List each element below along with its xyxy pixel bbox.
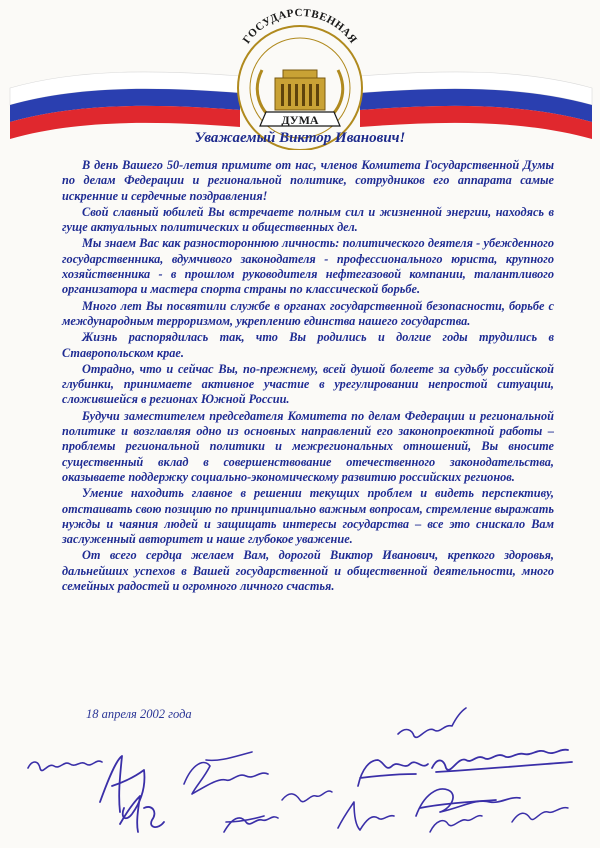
flag-right-icon [360, 72, 592, 139]
signature-5-icon [282, 791, 332, 802]
signature-7-icon [358, 760, 428, 786]
signature-12-icon [512, 808, 568, 822]
letter-date: 18 апреля 2002 года [86, 707, 192, 721]
signature-2-icon [100, 756, 164, 832]
paragraph: Будучи заместителем председателя Комитета по делам Федерации и региональной политике и возглавляя одно из основных направлений его законопроектной работы – проблемы региональной политики и межрегиональных отношений, Вы вносите существенный вклад в совершенствование отечественного законодательства, оказываете поддержку социально-экономическому развитию российских регионов. [62, 408, 554, 484]
paragraph: Жизнь распорядилась так, что Вы родились и долгие годы трудились в Ставропольском крае. [62, 330, 554, 360]
letter-body [62, 158, 554, 595]
paragraph: Много лет Вы посвятили службе в органах государственной безопасности, борьбе с международным терроризмом, укреплению единства нашего государства. [62, 298, 554, 328]
letter-greeting: Уважаемый Виктор Иванович! [194, 130, 406, 146]
paragraph: Свой славный юбилей Вы встречаете полным сил и жизненной энергии, находясь в гуще актуальных политических и общественных дел. [62, 204, 554, 235]
signature-8-icon [398, 708, 466, 737]
paragraph: Отрадно, что и сейчас Вы, по-прежнему, всей душой болеете за судьбу российской глубинки, принимаете активное участие в урегулировании непростой ситуации, сложившейся в регионах Южной России. [62, 361, 554, 407]
paragraph: От всего сердца желаем Вам, дорогой Виктор Иванович, крепкого здоровья, дальнейших успехов в Вашей государственной и общественной деятельности, много семейных радостей и огромного личного счастья. [62, 548, 554, 594]
paragraph: Умение находить главное в решении текущих проблем и видеть перспективу, отстаивать свою позицию по принципиально важным вопросам, стремление выражать нужды и чаяния людей и защищать интересы государства – все это снискало Вам заслуженный авторитет и наше глубокое уважение. [62, 486, 554, 547]
signature-11-icon [430, 816, 482, 832]
signature-4-icon [224, 816, 278, 832]
signature-9-icon [432, 750, 572, 772]
paragraph: Мы знаем Вас как разностороннюю личность: политического деятеля - убежденного государственника, вдумчивого законодателя - профессионального юриста, крупного хозяйственника - в прошлом руководителя нефтегазовой компании, талантливого организатора и мастера спорта страны по классической борьбе. [62, 236, 554, 297]
signature-10-icon [416, 789, 520, 816]
letterhead-graphic [0, 0, 600, 150]
emblem-top-text: ГОСУДАРСТВЕННАЯ [240, 6, 360, 46]
signature-3-icon [184, 752, 268, 794]
emblem-bottom-text: ДУМА [281, 113, 319, 127]
signatures-block [20, 690, 595, 848]
paragraph: В день Вашего 50-летия примите от нас, членов Комитета Государственной Думы по делам Федерации и региональной политике, сотрудников его аппарата самые искренние и сердечные поздравления! [62, 158, 554, 203]
signature-1-icon [28, 761, 102, 770]
flag-left-icon [10, 72, 240, 139]
signature-6-icon [338, 802, 394, 830]
duma-emblem-icon [238, 7, 362, 150]
letterhead [0, 0, 600, 150]
